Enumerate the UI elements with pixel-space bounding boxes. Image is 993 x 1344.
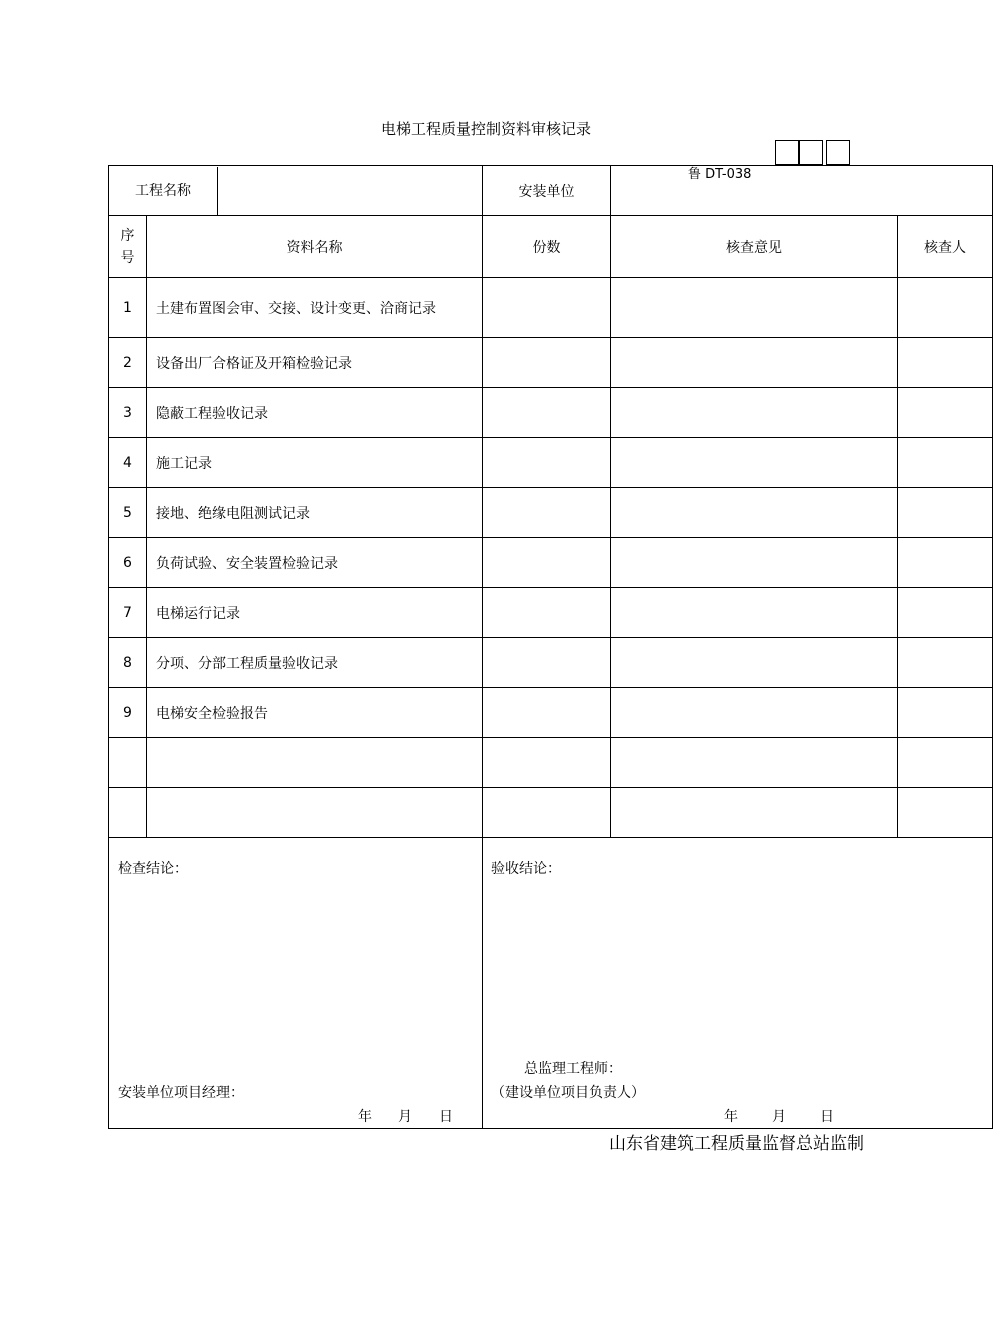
date-month-left: 月 xyxy=(398,1109,412,1125)
row-checker[interactable] xyxy=(898,388,993,438)
header-row xyxy=(109,166,993,216)
row-no: 7 xyxy=(109,588,147,638)
row-count[interactable] xyxy=(483,278,611,338)
row-no[interactable] xyxy=(109,788,147,838)
row-name: 接地、绝缘电阻测试记录 xyxy=(147,488,483,538)
row-opinion[interactable] xyxy=(611,338,898,388)
row-opinion[interactable] xyxy=(611,688,898,738)
table-row xyxy=(109,388,993,438)
row-count[interactable] xyxy=(483,338,611,388)
row-opinion[interactable] xyxy=(611,488,898,538)
col-checker: 核查人 xyxy=(898,216,993,278)
table-row xyxy=(109,638,993,688)
date-month-right: 月 xyxy=(772,1109,786,1125)
project-name-label: 工程名称 xyxy=(109,167,218,215)
row-count[interactable] xyxy=(483,738,611,788)
code-box-3[interactable] xyxy=(826,140,850,165)
row-name: 土建布置图会审、交接、设计变更、洽商记录 xyxy=(147,278,483,338)
date-year-left: 年 xyxy=(358,1109,372,1125)
code-box-1[interactable] xyxy=(775,140,799,165)
install-unit-field[interactable] xyxy=(611,166,993,216)
row-count[interactable] xyxy=(483,488,611,538)
row-name: 负荷试验、安全装置检验记录 xyxy=(147,538,483,588)
row-checker[interactable] xyxy=(898,638,993,688)
table-row xyxy=(109,788,993,838)
row-no[interactable] xyxy=(109,738,147,788)
row-checker[interactable] xyxy=(898,278,993,338)
conclusion-row xyxy=(109,838,993,1129)
row-name[interactable] xyxy=(147,788,483,838)
row-opinion[interactable] xyxy=(611,438,898,488)
row-checker[interactable] xyxy=(898,588,993,638)
issuer-footer: 山东省建筑工程质量监督总站监制 xyxy=(609,1134,864,1154)
date-day-right: 日 xyxy=(820,1109,834,1125)
row-no: 1 xyxy=(109,278,147,338)
row-opinion[interactable] xyxy=(611,278,898,338)
row-no: 8 xyxy=(109,638,147,688)
row-no: 2 xyxy=(109,338,147,388)
form-code: 鲁 DT-038 xyxy=(688,167,752,182)
inspection-conclusion-cell[interactable] xyxy=(109,838,483,1129)
row-no: 4 xyxy=(109,438,147,488)
table-row xyxy=(109,538,993,588)
install-unit-label: 安装单位 xyxy=(483,166,611,216)
row-name: 电梯安全检验报告 xyxy=(147,688,483,738)
row-checker[interactable] xyxy=(898,688,993,738)
row-no: 5 xyxy=(109,488,147,538)
row-name: 设备出厂合格证及开箱检验记录 xyxy=(147,338,483,388)
row-opinion[interactable] xyxy=(611,388,898,438)
row-opinion[interactable] xyxy=(611,788,898,838)
row-name[interactable] xyxy=(147,738,483,788)
row-checker[interactable] xyxy=(898,438,993,488)
table-row xyxy=(109,688,993,738)
row-count[interactable] xyxy=(483,388,611,438)
col-count: 份数 xyxy=(483,216,611,278)
date-year-right: 年 xyxy=(724,1109,738,1125)
row-no: 9 xyxy=(109,688,147,738)
inspection-conclusion-label: 检查结论： xyxy=(118,861,188,877)
project-name-field[interactable] xyxy=(218,167,482,215)
column-header-row xyxy=(109,216,993,278)
date-day-left: 日 xyxy=(439,1109,453,1125)
chief-supervisor-label: 总监理工程师： xyxy=(524,1061,622,1077)
row-name: 施工记录 xyxy=(147,438,483,488)
row-opinion[interactable] xyxy=(611,638,898,688)
row-name: 分项、分部工程质量验收记录 xyxy=(147,638,483,688)
code-box-2[interactable] xyxy=(799,140,823,165)
col-opinion xyxy=(611,216,898,278)
col-seq: 序号 xyxy=(109,216,147,278)
row-checker[interactable] xyxy=(898,738,993,788)
table-row xyxy=(109,278,993,338)
row-checker[interactable] xyxy=(898,338,993,388)
row-opinion[interactable] xyxy=(611,738,898,788)
row-checker[interactable] xyxy=(898,538,993,588)
review-table xyxy=(108,165,993,1129)
row-checker[interactable] xyxy=(898,488,993,538)
row-checker[interactable] xyxy=(898,788,993,838)
row-count[interactable] xyxy=(483,438,611,488)
col-name: 资料名称 xyxy=(147,216,483,278)
acceptance-conclusion-cell[interactable] xyxy=(483,838,993,1129)
row-count[interactable] xyxy=(483,588,611,638)
project-name-cell xyxy=(109,166,483,216)
row-name: 隐蔽工程验收记录 xyxy=(147,388,483,438)
table-row xyxy=(109,488,993,538)
row-opinion[interactable] xyxy=(611,538,898,588)
table-row xyxy=(109,438,993,488)
row-count[interactable] xyxy=(483,688,611,738)
row-count[interactable] xyxy=(483,788,611,838)
row-opinion[interactable] xyxy=(611,588,898,638)
install-manager-label: 安装单位项目经理： xyxy=(118,1085,244,1101)
row-count[interactable] xyxy=(483,638,611,688)
table-row xyxy=(109,338,993,388)
owner-representative-label: （建设单位项目负责人） xyxy=(491,1085,645,1101)
col-opinion-label: 核查意见 xyxy=(726,239,782,256)
document-title: 电梯工程质量控制资料审核记录 xyxy=(380,120,591,138)
row-no: 6 xyxy=(109,538,147,588)
table-row xyxy=(109,588,993,638)
row-no: 3 xyxy=(109,388,147,438)
acceptance-conclusion-label: 验收结论： xyxy=(491,861,561,877)
row-count[interactable] xyxy=(483,538,611,588)
table-row xyxy=(109,738,993,788)
row-name: 电梯运行记录 xyxy=(147,588,483,638)
